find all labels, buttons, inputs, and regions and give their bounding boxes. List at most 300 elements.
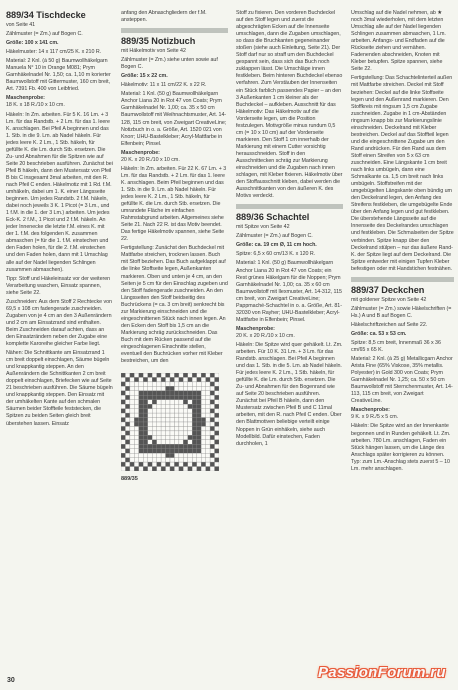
- chart-cell: [188, 395, 192, 399]
- chart-cell: [125, 467, 129, 471]
- chart-cell: [206, 449, 210, 453]
- column-2: [121, 10, 228, 680]
- chart-cell: [166, 467, 170, 471]
- deckchen-zaehlmuster: Zählmuster (= Zm.) sowie Häkelschriften (= Hs.) A und B auf Bogen C.: [351, 305, 452, 319]
- notizbuch-zaehlmuster: Zählmuster (= Zm.) siehe unten sowie auf Bogen C.: [121, 57, 218, 71]
- chart-cell: [170, 458, 174, 462]
- chart-cell: [170, 427, 174, 431]
- notizbuch-material: Material: 1 Knl. (50 g) Baumwollhäkelgarn Anchor Liana 20 in Rot 47 von Coats; Prym Garnhäkelnadel Nr. 1,00; ca. 35 x 50 cm Baumwollstoff mit Weihnachtsmuster, Art. 14-128, 115 cm breit, von Zweigart CreativeLine; Notizbuch in o. a. Größe, Art. 1520 021 von Knorr; UHU-Bastelkleber; Acryl-Mattfarbe in Elfenbein; Pinsel.: [121, 91, 227, 147]
- chart-label: 889/35: [121, 476, 138, 483]
- chart-cell: [152, 453, 156, 457]
- tischdecke-maschenprobe-heading: Maschenprobe:: [6, 95, 45, 102]
- crochet-chart-grid: [121, 373, 219, 471]
- chart-cell: [125, 435, 129, 439]
- chart-cell: [170, 449, 174, 453]
- chart-cell: [210, 444, 214, 448]
- chart-cell: [179, 386, 183, 390]
- chart-cell: [188, 435, 192, 439]
- chart-cell: [210, 422, 214, 426]
- chart-cell: [183, 413, 187, 417]
- chart-cell: [130, 449, 134, 453]
- chart-cell: [157, 458, 161, 462]
- chart-cell: [134, 386, 138, 390]
- chart-cell: [210, 453, 214, 457]
- col4-fertigstellung: Fertigstellung: Das Schachtelinterteil außen mit Mattfarbe streichen. Deckel mit Stoff beziehen: Deckel auf die linke Stoffseite legen und den Außenrand markieren. Den Stoffkreis mit ringsum 1,5 cm Zugabe zuschneiden. Zugabe in 1 cm-Abständen ringsum knapp bis zur Markierungslinie einschneiden. Deckelrand mit Kleber bestreichen. Deckel auf das Stoffteil legen und die eingeschnittene Zugabe um den Rand andrücken. Für den Rand aus dem Stoff einen Streifen von 5 x 63 cm zuschneiden. Eine Längskante 1 cm breit nach links umbügeln, dann eine Schmalkante ca. 1,5 cm breit nach links umbügeln. Stoffstreifen mit der umgebügelten Längskante oben bündig um den Deckelrand legen, den Anfang des Streifens festkleben, die umgebügelte Ende über den Anfang legen und gut festkleben. Die überstehende Längsseite auf die Innenseite des Deckelrandes umschlagen und festkleben. Die Schmalseiten der Spitze verbinden. Spitze knapp über den Deckelrand stülpen – nur das äußere Rand-K. der Spitze liegt auf dem Deckelrand. Die Spitze entweder mit einigen Tupfen Kleber befestigen oder mit Handstichen festnähen.: [351, 75, 454, 272]
- chart-cell: [192, 453, 196, 457]
- chart-cell: [125, 386, 129, 390]
- chart-cell: [174, 431, 178, 435]
- chart-cell: [206, 409, 210, 413]
- chart-cell: [130, 413, 134, 417]
- chart-cell: [125, 382, 129, 386]
- chart-cell: [170, 373, 174, 377]
- chart-cell: [148, 418, 152, 422]
- chart-cell: [148, 413, 152, 417]
- chart-cell: [125, 427, 129, 431]
- chart-cell: [152, 378, 156, 382]
- chart-cell: [143, 462, 147, 466]
- chart-cell: [157, 378, 161, 382]
- chart-cell: [206, 462, 210, 466]
- chart-cell: [188, 449, 192, 453]
- chart-cell: [170, 386, 174, 390]
- chart-cell: [139, 440, 143, 444]
- chart-cell: [179, 378, 183, 382]
- chart-cell: [139, 386, 143, 390]
- chart-cell: [161, 395, 165, 399]
- chart-cell: [152, 386, 156, 390]
- chart-cell: [125, 404, 129, 408]
- chart-cell: [139, 382, 143, 386]
- chart-cell: [161, 409, 165, 413]
- chart-cell: [192, 449, 196, 453]
- chart-cell: [161, 382, 165, 386]
- chart-cell: [125, 444, 129, 448]
- chart-cell: [139, 427, 143, 431]
- chart-cell: [174, 418, 178, 422]
- chart-cell: [188, 444, 192, 448]
- notizbuch-title: 889/35 Notizbuch: [121, 36, 196, 47]
- chart-cell: [139, 453, 143, 457]
- chart-cell: [157, 422, 161, 426]
- chart-cell: [183, 373, 187, 377]
- schachtel-maschenprobe: 20 K. x 20 R./10 x 10 cm.: [236, 332, 295, 339]
- chart-cell: [188, 440, 192, 444]
- chart-cell: [201, 435, 205, 439]
- notizbuch-maschenprobe-heading: Maschenprobe:: [121, 149, 160, 156]
- chart-cell: [166, 422, 170, 426]
- chart-cell: [206, 453, 210, 457]
- column-1: [6, 10, 113, 680]
- notizbuch-fertigstellung: Fertigstellung: Zunächst den Buchdeckel mit Mattfarbe streichen, trocknen lassen. Buch mit Stoff beziehen. Das Buch aufgeklappt auf die linke Stoffseite legen, Außenkanten markieren. Oben und unten je 4 cm, an den Seiten je 5 cm für den Einschlag zugeben und den Stoff fadengerade zuschneiden. An den Längsseiten den Stoff beidseitig des Buchrückens (= ca. 3 cm breit) senkrecht bis zur Markierung einschneiden und die eingeschnittenen Stück nach innen legen. An den Ecken den Stoff bis 1,5 cm an die Markierung schräg zurückschneiden. Das Buch mit dem Rücken passend auf die eingeschlagenen Einschnitte stellen, eventuell den Buchrücken vorher mit Kleber bestreichen, um den: [121, 245, 228, 365]
- chart-cell: [179, 440, 183, 444]
- chart-cell: [206, 444, 210, 448]
- chart-cell: [148, 382, 152, 386]
- chart-cell: [215, 449, 219, 453]
- chart-cell: [192, 435, 196, 439]
- chart-cell: [215, 458, 219, 462]
- chart-cell: [183, 418, 187, 422]
- chart-cell: [215, 453, 219, 457]
- chart-cell: [130, 462, 134, 466]
- chart-cell: [215, 440, 219, 444]
- chart-cell: [130, 467, 134, 471]
- chart-cell: [143, 427, 147, 431]
- chart-cell: [157, 467, 161, 471]
- chart-cell: [166, 462, 170, 466]
- chart-cell: [174, 435, 178, 439]
- chart-cell: [143, 435, 147, 439]
- deckchen-maschenprobe-heading: Maschenprobe:: [351, 407, 390, 414]
- chart-cell: [197, 391, 201, 395]
- chart-cell: [192, 431, 196, 435]
- chart-cell: [192, 413, 196, 417]
- chart-cell: [179, 458, 183, 462]
- chart-cell: [174, 378, 178, 382]
- chart-cell: [174, 453, 178, 457]
- notizbuch-groesse: Größe: 15 x 22 cm.: [121, 73, 168, 80]
- chart-cell: [210, 378, 214, 382]
- chart-cell: [139, 413, 143, 417]
- chart-cell: [121, 453, 125, 457]
- chart-cell: [161, 378, 165, 382]
- chart-cell: [166, 373, 170, 377]
- chart-cell: [215, 404, 219, 408]
- chart-cell: [215, 462, 219, 466]
- chart-cell: [152, 409, 156, 413]
- chart-cell: [215, 431, 219, 435]
- chart-cell: [166, 382, 170, 386]
- chart-cell: [134, 391, 138, 395]
- chart-cell: [143, 378, 147, 382]
- chart-cell: [121, 435, 125, 439]
- chart-cell: [197, 458, 201, 462]
- deckchen-hinweis: Häkelschriftzeichen auf Seite 22.: [351, 321, 428, 328]
- chart-cell: [201, 462, 205, 466]
- chart-cell: [139, 431, 143, 435]
- chart-cell: [125, 458, 129, 462]
- chart-cell: [174, 373, 178, 377]
- notizbuch-haekelmotiv: Häkelmotiv: 11 x 11 cm/22 K. x 22 R.: [121, 82, 207, 89]
- chart-cell: [161, 444, 165, 448]
- chart-cell: [157, 418, 161, 422]
- chart-cell: [148, 440, 152, 444]
- chart-cell: [134, 409, 138, 413]
- chart-cell: [139, 409, 143, 413]
- chart-cell: [125, 413, 129, 417]
- chart-cell: [125, 400, 129, 404]
- chart-cell: [152, 418, 156, 422]
- chart-cell: [152, 422, 156, 426]
- chart-cell: [192, 418, 196, 422]
- chart-cell: [121, 427, 125, 431]
- chart-cell: [130, 373, 134, 377]
- chart-cell: [206, 413, 210, 417]
- chart-cell: [201, 395, 205, 399]
- col3-top-text: Stoff zu fixieren. Den vorderen Buchdeckel auf den Stoff legen und zuerst die abgeschrägten Ecken auf die Innenseite umschlagen, dann die Zugaben umschlagen, so dass die Bruchkanten gegeneinander stoßen (siehe auch Einleitung, Seite 21). Der Stoff darf nur so straff um den Buchdeckel gespannt sein, dass sich das Buch noch zuklappen lässt. Die Umschläge innen festkleben. Beim hinteren Buchdeckel ebenso verfahren. Zum Verstäuben der Innenseiten ein Stück farblich passendes Papier – an den 3 Außenkanten 1 cm kleiner als der Buchdeckel – aufkleben. Ausschnitt für das Häkelmotiv: Das Häkelmotiv auf die Vorderseite legen, um die Position festzulegen. Motivgröße minus rundum 0,5 cm (= 10 x 10 cm) auf der Vorderseite markieren. Den Stoff 1 cm innerhalb der Markierung mit einem Cutter vorsichtig herausschneiden. Stoff in den Ausschnittecken schräg zur Markierung einschneiden und die Zugaben nach innen schlagen, mit Kleber fixieren. Häkelmotiv über den Stoffausschnitt kleben, dabei werden die Ausschnittkanten von den äußeren K. des Motivs verdeckt.: [236, 10, 343, 200]
- chart-cell: [215, 378, 219, 382]
- chart-cell: [179, 382, 183, 386]
- chart-cell: [192, 382, 196, 386]
- chart-cell: [210, 373, 214, 377]
- chart-cell: [197, 400, 201, 404]
- chart-cell: [148, 400, 152, 404]
- chart-cell: [174, 427, 178, 431]
- chart-cell: [134, 427, 138, 431]
- chart-cell: [201, 444, 205, 448]
- chart-cell: [215, 444, 219, 448]
- chart-cell: [152, 395, 156, 399]
- chart-cell: [121, 400, 125, 404]
- chart-cell: [188, 409, 192, 413]
- chart-cell: [139, 400, 143, 404]
- schachtel-section: [236, 204, 343, 447]
- chart-cell: [170, 418, 174, 422]
- chart-cell: [215, 395, 219, 399]
- chart-cell: [174, 422, 178, 426]
- chart-cell: [197, 422, 201, 426]
- chart-cell: [170, 422, 174, 426]
- chart-cell: [170, 435, 174, 439]
- chart-cell: [148, 431, 152, 435]
- chart-cell: [157, 413, 161, 417]
- page-number: 30: [7, 677, 15, 684]
- chart-cell: [148, 458, 152, 462]
- chart-cell: [170, 467, 174, 471]
- chart-cell: [188, 458, 192, 462]
- chart-cell: [134, 404, 138, 408]
- tischdecke-naehen: Nähen: Die Schnittkante am Einsatzrand 1 cm breit doppelt einschlagen, Säume bügeln und knappkantig steppen. An den Außenrändern die Schnittkanten 2 cm breit doppelt einschlagen, Briefecken wie auf Seite 21 beschrieben ausführen. Die Säume bügeln und knappkantig steppen. Den Einsatz mit der umhäkelten Kante auf den schmalen Säumen beider Stoffteile feststecken, die Spitzen zu beiden Seiten gleich breit überstehen lassen. Einsatz: [6, 350, 113, 427]
- chart-cell: [210, 395, 214, 399]
- chart-cell: [192, 400, 196, 404]
- chart-cell: [152, 444, 156, 448]
- chart-cell: [179, 435, 183, 439]
- chart-cell: [121, 467, 125, 471]
- chart-cell: [139, 422, 143, 426]
- chart-cell: [188, 462, 192, 466]
- chart-cell: [170, 391, 174, 395]
- chart-cell: [206, 440, 210, 444]
- chart-cell: [121, 404, 125, 408]
- chart-cell: [197, 435, 201, 439]
- chart-cell: [134, 373, 138, 377]
- chart-cell: [125, 462, 129, 466]
- chart-cell: [134, 458, 138, 462]
- chart-cell: [206, 386, 210, 390]
- chart-cell: [179, 449, 183, 453]
- chart-cell: [179, 444, 183, 448]
- schachtel-maschenprobe-heading: Maschenprobe:: [236, 325, 275, 332]
- chart-cell: [215, 427, 219, 431]
- chart-cell: [206, 422, 210, 426]
- chart-cell: [215, 418, 219, 422]
- chart-cell: [206, 382, 210, 386]
- chart-cell: [152, 435, 156, 439]
- chart-cell: [157, 391, 161, 395]
- chart-cell: [206, 458, 210, 462]
- chart-cell: [148, 386, 152, 390]
- chart-cell: [130, 391, 134, 395]
- chart-cell: [166, 404, 170, 408]
- chart-cell: [197, 386, 201, 390]
- chart-cell: [201, 427, 205, 431]
- chart-cell: [210, 404, 214, 408]
- chart-cell: [210, 409, 214, 413]
- chart-cell: [125, 378, 129, 382]
- chart-cell: [161, 391, 165, 395]
- chart-cell: [183, 458, 187, 462]
- chart-cell: [166, 458, 170, 462]
- chart-cell: [179, 418, 183, 422]
- chart-cell: [130, 422, 134, 426]
- chart-cell: [130, 427, 134, 431]
- chart-cell: [188, 422, 192, 426]
- chart-cell: [170, 440, 174, 444]
- chart-cell: [166, 418, 170, 422]
- chart-cell: [139, 449, 143, 453]
- chart-cell: [183, 449, 187, 453]
- chart-cell: [121, 413, 125, 417]
- chart-cell: [183, 435, 187, 439]
- chart-cell: [215, 391, 219, 395]
- chart-cell: [188, 382, 192, 386]
- chart-cell: [215, 435, 219, 439]
- chart-cell: [143, 440, 147, 444]
- chart-cell: [148, 453, 152, 457]
- chart-cell: [166, 453, 170, 457]
- tischdecke-haekeln: Häkeln: In Zm. arbeiten. Für 5 K. 16 Lm. + 3 Lm. für das Randstb. + 2 Lm. für das 1. leere K. anschlagen. Bei Pfeil A beginnen und das 1. Stb. in die 9. Lm. ab Nadel häkeln. Für jedes leere K. 2 Lm., 1 Stb. häkeln, für gefüllte K. die Lm. durch Stb. ersetzen. Die Zu- und Abnahmen für die Spitzen wie auf Seite 20 beschrieben ausführen. Zunächst bei Pfeil B häkeln, dann den Mustersatz von Pfeil B bis C insgesamt 3mal arbeiten, mit den R. nach Pfeil C enden. Häkelmotiz mit 1 Rd. f.M. umhäkeln, dabei um 1. K. einer Längsseite beginnen. Um jedes Randstb. 2 f.M. häkeln, dabei noch jeweils 3 K. 1 Picot (= 3 Lm., und 1 f.M. in die 1. der 3 Lm.) arbeiten. Um jedes Eck-K. 2 f.M., 1 Picot und 2 f.M. häkeln. An jeder Innenecke die letzte f.M. eines K. mit der 1. f.M. des folgenden K. zusammen abmaschen (= für die 1. f.M. einstechen und den Faden holen, für die 2. f.M. einstechen und den Faden holen, dann mit 1 Umschlag alle auf der Nadel liegenden Schlingen zusammen abmaschen).: [6, 111, 113, 273]
- chart-cell: [157, 453, 161, 457]
- chart-cell: [121, 391, 125, 395]
- chart-cell: [166, 431, 170, 435]
- chart-cell: [143, 458, 147, 462]
- chart-cell: [188, 427, 192, 431]
- chart-cell: [192, 427, 196, 431]
- chart-cell: [157, 435, 161, 439]
- deckchen-intro: mit goldener Spitze von Seite 42: [351, 296, 427, 303]
- chart-cell: [179, 427, 183, 431]
- chart-cell: [210, 440, 214, 444]
- chart-cell: [139, 458, 143, 462]
- chart-cell: [143, 395, 147, 399]
- chart-cell: [215, 467, 219, 471]
- chart-cell: [121, 422, 125, 426]
- chart-cell: [143, 400, 147, 404]
- chart-cell: [121, 444, 125, 448]
- chart-cell: [192, 422, 196, 426]
- chart-cell: [183, 440, 187, 444]
- deckchen-groesse: Größe: ca. 53 x 53 cm.: [351, 330, 407, 337]
- chart-cell: [152, 427, 156, 431]
- chart-cell: [130, 400, 134, 404]
- chart-cell: [130, 435, 134, 439]
- chart-cell: [121, 378, 125, 382]
- deckchen-material: Material: 2 Knl. (á 25 g) Metallicgarn Anchor Arista Fine (65% Viskose, 35% metallis. Polyester) in Gold 300 von Coats; Prym Garnhäkelnadel Nr. 1,25; ca. 50 x 50 cm Baumwollstoff mit Sternchenmuster, Art. 14-113, 115 cm breit, von Zweigart CreativeLine.: [351, 356, 453, 405]
- chart-cell: [201, 386, 205, 390]
- chart-cell: [166, 391, 170, 395]
- chart-cell: [188, 467, 192, 471]
- chart-cell: [179, 395, 183, 399]
- chart-cell: [215, 373, 219, 377]
- chart-cell: [148, 378, 152, 382]
- chart-cell: [130, 404, 134, 408]
- chart-cell: [134, 435, 138, 439]
- chart-cell: [215, 386, 219, 390]
- chart-cell: [197, 404, 201, 408]
- chart-cell: [170, 378, 174, 382]
- chart-cell: [183, 409, 187, 413]
- chart-cell: [161, 418, 165, 422]
- chart-cell: [152, 449, 156, 453]
- chart-cell: [130, 378, 134, 382]
- chart-cell: [148, 462, 152, 466]
- schachtel-spitze: Spitze: 6,5 x 60 cm/13 K. x 120 R.: [236, 251, 316, 258]
- chart-cell: [134, 413, 138, 417]
- chart-cell: [143, 444, 147, 448]
- chart-cell: [157, 400, 161, 404]
- schachtel-title: 889/36 Schachtel: [236, 212, 310, 223]
- chart-cell: [170, 431, 174, 435]
- chart-cell: [130, 431, 134, 435]
- chart-cell: [174, 404, 178, 408]
- chart-cell: [183, 404, 187, 408]
- chart-cell: [121, 386, 125, 390]
- chart-cell: [183, 444, 187, 448]
- chart-cell: [201, 467, 205, 471]
- deckchen-section: [351, 277, 454, 473]
- chart-cell: [192, 409, 196, 413]
- chart-cell: [170, 462, 174, 466]
- chart-cell: [206, 467, 210, 471]
- chart-cell: [197, 440, 201, 444]
- chart-cell: [157, 404, 161, 408]
- deckchen-title: 889/37 Deckchen: [351, 284, 425, 295]
- chart-cell: [192, 386, 196, 390]
- chart-cell: [174, 382, 178, 386]
- chart-cell: [166, 386, 170, 390]
- chart-cell: [215, 413, 219, 417]
- chart-cell: [192, 404, 196, 408]
- chart-cell: [152, 458, 156, 462]
- chart-cell: [121, 458, 125, 462]
- chart-cell: [188, 386, 192, 390]
- chart-cell: [179, 422, 183, 426]
- chart-cell: [183, 391, 187, 395]
- chart-cell: [134, 467, 138, 471]
- chart-cell: [130, 386, 134, 390]
- chart-cell: [166, 440, 170, 444]
- chart-cell: [139, 462, 143, 466]
- chart-cell: [143, 382, 147, 386]
- chart-cell: [201, 382, 205, 386]
- chart-cell: [161, 404, 165, 408]
- chart-cell: [139, 373, 143, 377]
- chart-cell: [210, 427, 214, 431]
- chart-cell: [166, 444, 170, 448]
- chart-cell: [121, 373, 125, 377]
- chart-cell: [179, 373, 183, 377]
- tischdecke-material: Material: 2 Knl. (á 50 g) Baumwollhäkelgarn Manuela N° 10 in Orange M081; Prym Garnhäkelnadel Nr. 1,50; ca. 1,10 m korierter Baumwollstoff mit Gittermuster, 160 cm breit, Art. 7391 Fb. 400 von Leibfried.: [6, 58, 111, 93]
- chart-cell: [161, 440, 165, 444]
- chart-cell: [201, 378, 205, 382]
- chart-cell: [121, 409, 125, 413]
- chart-cell: [174, 462, 178, 466]
- chart-cell: [197, 431, 201, 435]
- chart-cell: [139, 391, 143, 395]
- chart-cell: [206, 435, 210, 439]
- chart-cell: [152, 404, 156, 408]
- chart-cell: [166, 395, 170, 399]
